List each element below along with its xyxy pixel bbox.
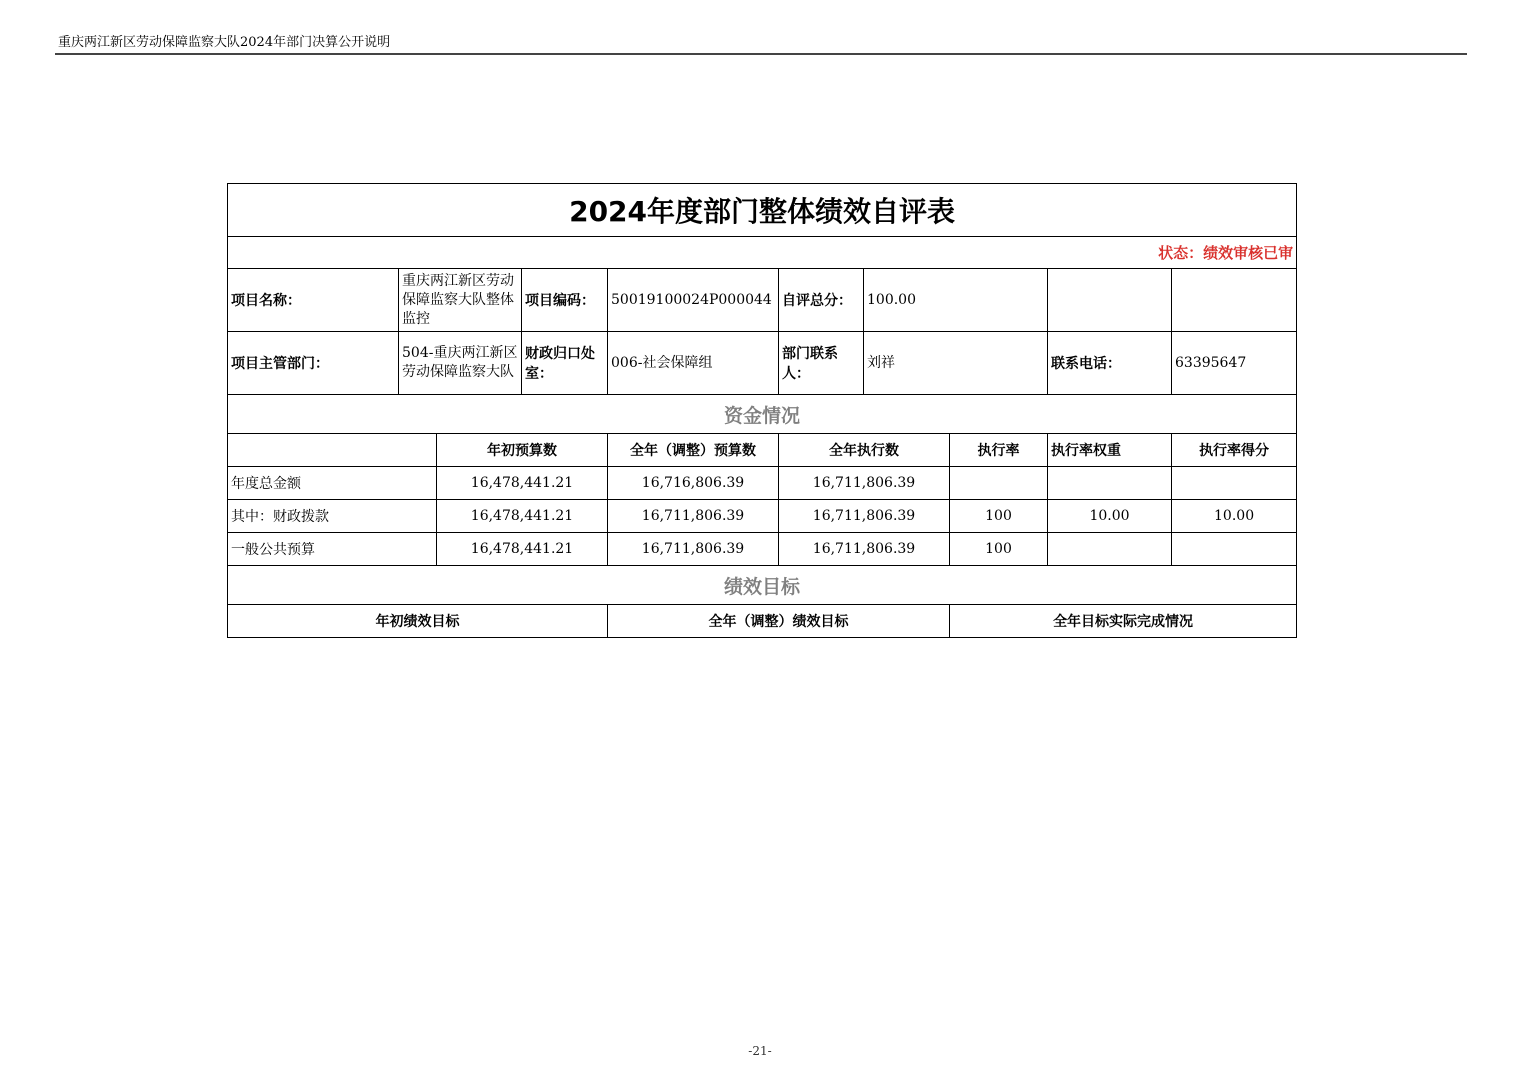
self-score-label: 自评总分： [779, 269, 864, 332]
header-divider [55, 53, 1467, 55]
department-value: 504-重庆两江新区劳动保障监察大队 [399, 332, 522, 395]
funds-section-title: 资金情况 [228, 395, 1297, 434]
funds-header-initial: 年初预算数 [437, 434, 608, 467]
self-score-value: 100.00 [864, 269, 1048, 332]
row-adjusted: 16,711,806.39 [608, 500, 779, 533]
row-rate [950, 467, 1048, 500]
info-row-department [228, 332, 1297, 395]
row-executed: 16,711,806.39 [779, 467, 950, 500]
table-row [228, 467, 1297, 500]
row-initial: 16,478,441.21 [437, 467, 608, 500]
empty-cell [1172, 269, 1297, 332]
funds-header-executed: 全年执行数 [779, 434, 950, 467]
document-header-title: 重庆两江新区劳动保障监察大队2024年部门决算公开说明 [58, 35, 391, 50]
table-title: 2024年度部门整体绩效自评表 [228, 184, 1297, 237]
status-badge: 状态：绩效审核已审 [228, 237, 1297, 269]
goals-section-title: 绩效目标 [228, 566, 1297, 605]
row-rate: 100 [950, 500, 1048, 533]
phone-label: 联系电话： [1048, 332, 1172, 395]
row-label: 年度总金额 [228, 467, 437, 500]
funds-header-row [228, 434, 1297, 467]
department-label: 项目主管部门： [228, 332, 399, 395]
row-weight [1048, 533, 1172, 566]
row-adjusted: 16,711,806.39 [608, 533, 779, 566]
performance-self-evaluation-table [227, 183, 1297, 638]
row-label: 其中：财政拨款 [228, 500, 437, 533]
project-code-value: 50019100024P000044 [608, 269, 779, 332]
project-name-value: 重庆两江新区劳动保障监察大队整体监控 [399, 269, 522, 332]
funds-header-blank [228, 434, 437, 467]
row-score [1172, 533, 1297, 566]
goals-header-row [228, 605, 1297, 638]
info-row-project [228, 269, 1297, 332]
row-executed: 16,711,806.39 [779, 500, 950, 533]
project-code-label: 项目编码： [522, 269, 608, 332]
row-weight [1048, 467, 1172, 500]
goals-header-adjusted: 全年（调整）绩效目标 [608, 605, 950, 638]
page-number: -21- [748, 1044, 772, 1058]
funds-header-score: 执行率得分 [1172, 434, 1297, 467]
row-label: 一般公共预算 [228, 533, 437, 566]
finance-office-label: 财政归口处室： [522, 332, 608, 395]
row-weight: 10.00 [1048, 500, 1172, 533]
contact-value: 刘祥 [864, 332, 1048, 395]
contact-label: 部门联系人： [779, 332, 864, 395]
row-initial: 16,478,441.21 [437, 533, 608, 566]
finance-office-value: 006-社会保障组 [608, 332, 779, 395]
funds-header-weight: 执行率权重 [1048, 434, 1172, 467]
row-executed: 16,711,806.39 [779, 533, 950, 566]
project-name-label: 项目名称： [228, 269, 399, 332]
row-initial: 16,478,441.21 [437, 500, 608, 533]
goals-header-actual: 全年目标实际完成情况 [950, 605, 1297, 638]
row-score [1172, 467, 1297, 500]
table-row [228, 533, 1297, 566]
empty-cell [1048, 269, 1172, 332]
funds-header-rate: 执行率 [950, 434, 1048, 467]
row-adjusted: 16,716,806.39 [608, 467, 779, 500]
funds-header-adjusted: 全年（调整）预算数 [608, 434, 779, 467]
row-score: 10.00 [1172, 500, 1297, 533]
goals-header-initial: 年初绩效目标 [228, 605, 608, 638]
phone-value: 63395647 [1172, 332, 1297, 395]
row-rate: 100 [950, 533, 1048, 566]
table-row [228, 500, 1297, 533]
